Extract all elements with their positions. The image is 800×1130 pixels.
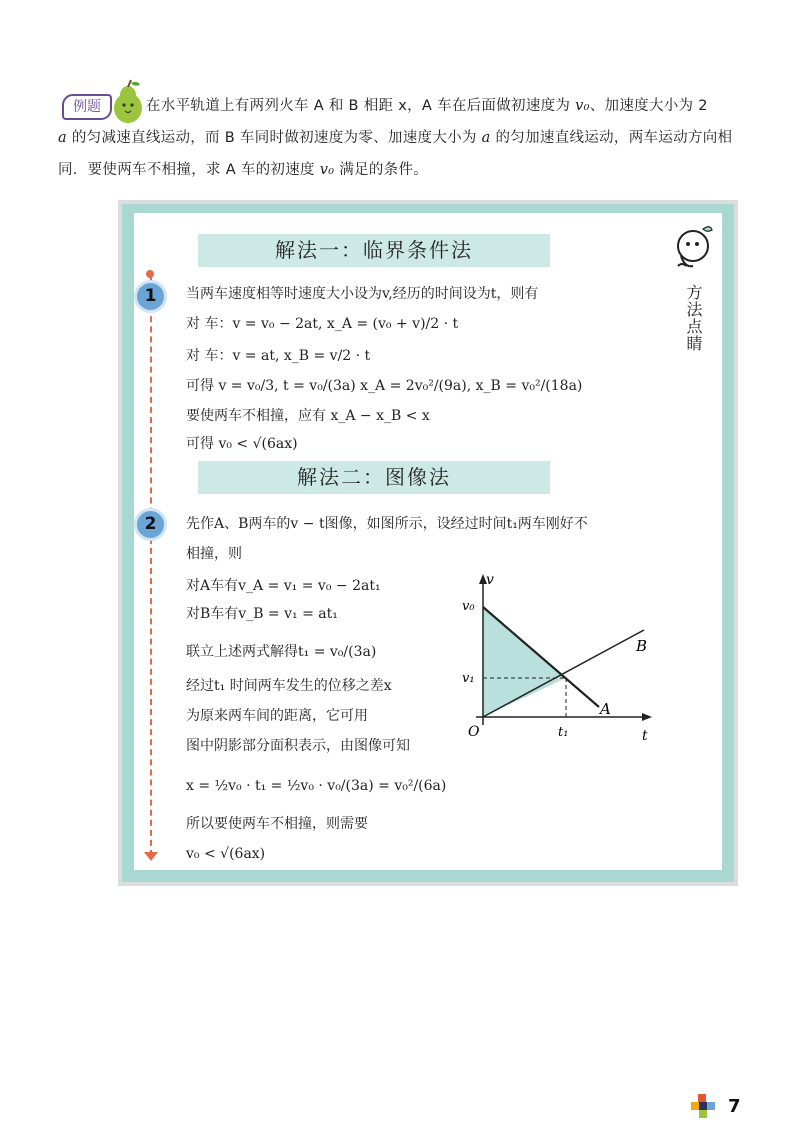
- method2-line-3: 对A车有v_A = v₁ = v₀ − 2at₁: [186, 578, 381, 594]
- origin-label: O: [468, 724, 480, 740]
- method2-line-10: 所以要使两车不相撞，则需要: [186, 816, 368, 832]
- method2-line-1: 先作A、B两车的v − t图像，如图所示，设经过时间t₁两车刚好不: [186, 516, 588, 532]
- method2-line-6: 经过t₁ 时间两车发生的位移之差x: [186, 678, 392, 694]
- t-axis-arrow-icon: [642, 713, 652, 721]
- timeline-line: [150, 276, 152, 856]
- problem-v0-2: v₀: [319, 162, 335, 178]
- shaded-area: [483, 607, 566, 717]
- method2-line-5: 联立上述两式解得t₁ = v₀/(3a): [186, 644, 377, 660]
- step-2-badge: 2: [134, 508, 167, 541]
- problem-a-2: a: [481, 130, 491, 146]
- method2-title: 解法二：图像法: [198, 461, 550, 494]
- method1-line-1: 当两车速度相等时速度大小设为v,经历的时间设为t，则有: [186, 286, 539, 302]
- method1-line-4: 可得 v = v₀/3, t = v₀/(3a) x_A = 2v₀²/(9a), x_B = v₀²/(18a): [186, 378, 583, 394]
- method1-title: 解法一：临界条件法: [198, 234, 550, 267]
- problem-text-1: 在水平轨道上有两列火车 A 和 B 相距 x，A 车在后面做初速度为: [146, 98, 576, 114]
- thinking-face-icon: [672, 222, 718, 278]
- solution-panel: [134, 213, 722, 870]
- method2-line-9: x = ½v₀ · t₁ = ½v₀ · v₀/(3a) = v₀²/(6a): [186, 778, 447, 794]
- vt-graph: [456, 570, 656, 746]
- page-number: 7: [728, 1096, 741, 1117]
- timeline-arrow-icon: [144, 852, 158, 861]
- example-label: 例题: [62, 94, 112, 120]
- line-b-label: B: [636, 637, 648, 655]
- tip-label: 方法点睛: [684, 284, 703, 352]
- method1-line-5: 要使两车不相撞，应有 x_A − x_B < x: [186, 408, 430, 424]
- problem-a-1: a: [58, 130, 67, 146]
- problem-text-2: 、加速度大小为 2: [589, 98, 708, 114]
- publisher-logo-icon: [690, 1092, 718, 1122]
- t-axis-label: t: [642, 728, 648, 744]
- v0-label: v₀: [462, 599, 475, 614]
- method1-line-3: 对 车：v = at, x_B = v/2 · t: [186, 348, 371, 364]
- method1-line-2: 对 车：v = v₀ − 2at, x_A = (v₀ + v)/2 · t: [186, 316, 459, 332]
- method2-line-2: 相撞，则: [186, 546, 242, 562]
- v1-label: v₁: [462, 671, 475, 686]
- method1-line-6: 可得 v₀ < √(6ax): [186, 436, 298, 452]
- line-a-label: A: [600, 700, 611, 718]
- problem-text-4: 的匀加速直线运动，两车运动方向相同．要使两车不相撞，求 A 车的初速度: [58, 130, 733, 178]
- v-axis-label: v: [486, 572, 494, 588]
- method2-line-8: 图中阴影部分面积表示，由图像可知: [186, 738, 410, 754]
- problem-text-3: 的匀减速直线运动，而 B 车同时做初速度为零、加速度大小为: [66, 130, 482, 146]
- t1-label: t₁: [558, 725, 569, 740]
- method2-line-11: v₀ < √(6ax): [186, 846, 266, 862]
- method2-line-4: 对B车有v_B = v₁ = at₁: [186, 606, 338, 622]
- step-1-badge: 1: [134, 280, 167, 313]
- method2-line-7: 为原来两车间的距离，它可用: [186, 708, 368, 724]
- problem-text-5: 满足的条件。: [334, 162, 429, 178]
- problem-v0-1: v₀: [575, 98, 590, 114]
- problem-statement: [58, 90, 748, 186]
